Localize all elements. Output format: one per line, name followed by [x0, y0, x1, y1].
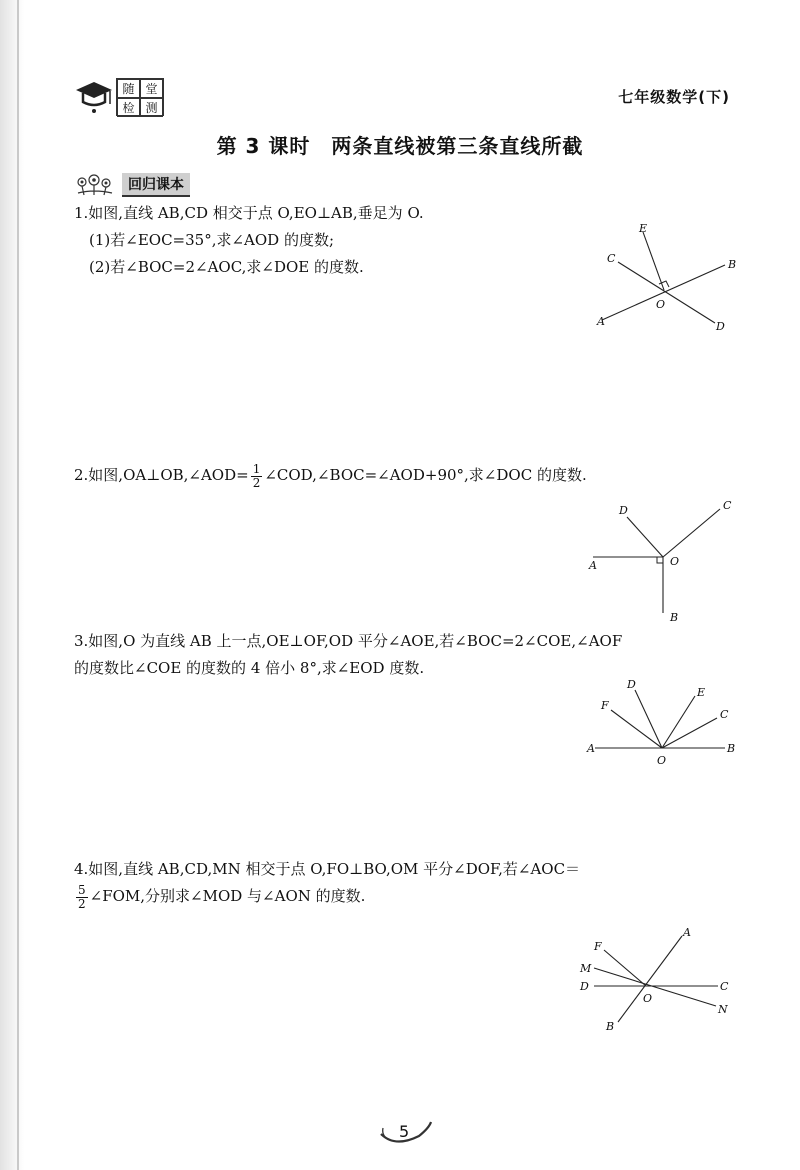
point-label-D: D: [580, 980, 589, 993]
point-label-D: D: [619, 504, 628, 517]
point-label-O: O: [656, 298, 666, 311]
problem-2-prefix: 2.如图,OA⊥OB,∠AOD=: [74, 466, 249, 484]
point-label-E: E: [697, 686, 706, 699]
fraction-numerator: 5: [78, 882, 86, 897]
page-number: 5: [399, 1122, 410, 1141]
point-label-C: C: [720, 980, 729, 993]
point-label-F: F: [594, 940, 602, 953]
figure-3: [575, 672, 750, 772]
problem-2-suffix: ∠COD,∠BOC=∠AOD+90°,求∠DOC 的度数.: [264, 466, 587, 484]
problem-1-part-1: (1)若∠EOC=35°,求∠AOD 的度数;: [89, 231, 335, 249]
point-label-N: N: [718, 1003, 728, 1016]
problem-2: [74, 462, 587, 490]
figure-1: [580, 220, 750, 350]
header-logo: [74, 78, 166, 116]
problem-4-line-1: 4.如图,直线 AB,CD,MN 相交于点 O,FO⊥BO,OM 平分∠DOF,若∠AOC＝: [74, 860, 581, 878]
figure-2: [575, 495, 750, 625]
point-label-O: O: [670, 555, 680, 568]
page-number-badge: [375, 1114, 435, 1148]
point-label-O: O: [657, 754, 667, 767]
problem-1-statement: 1.如图,直线 AB,CD 相交于点 O,EO⊥AB,垂足为 O.: [74, 204, 424, 222]
page-title: 第 3 课时 两条直线被第三条直线所截: [216, 134, 584, 158]
point-label-B: B: [727, 742, 736, 755]
point-label-C: C: [607, 252, 616, 265]
fraction-denominator: 2: [252, 475, 261, 490]
point-label-B: B: [670, 611, 679, 624]
logo-char: 堂: [140, 79, 163, 98]
logo-grid: [116, 78, 164, 116]
point-label-M: M: [580, 962, 592, 975]
point-label-D: D: [716, 320, 725, 333]
logo-char: 随: [117, 79, 140, 98]
problem-4-line-2: [74, 883, 580, 911]
problem-3-line-1: 3.如图,O 为直线 AB 上一点,OE⊥OF,OD 平分∠AOE,若∠BOC=2∠COE,∠AOF: [74, 632, 623, 650]
problem-2-statement: [74, 462, 587, 490]
point-label-O: O: [643, 992, 653, 1005]
page-edge-line: [17, 0, 19, 1170]
point-label-D: D: [627, 678, 636, 691]
point-label-A: A: [589, 559, 597, 572]
point-label-A: A: [587, 742, 595, 755]
fraction-one-half: [251, 463, 263, 490]
point-label-E: E: [639, 222, 648, 235]
problem-4-line-2-text: ∠FOM,分别求∠MOD 与∠AON 的度数.: [89, 887, 366, 905]
fraction-numerator: 1: [252, 461, 261, 476]
logo-char: 测: [140, 98, 163, 117]
point-label-F: F: [601, 699, 609, 712]
grade-subject-label: 七年级数学(下): [618, 88, 730, 106]
point-label-C: C: [723, 499, 732, 512]
problem-1: [74, 200, 424, 281]
point-label-B: B: [606, 1020, 615, 1033]
section-tag: [74, 172, 190, 198]
figure-4: [570, 920, 750, 1040]
point-label-A: A: [683, 926, 691, 939]
fraction-denominator: 2: [78, 896, 86, 911]
section-label: 回归课本: [122, 173, 190, 197]
flower-icon: [74, 173, 116, 197]
fraction-five-halves: [76, 884, 88, 911]
problem-4: [74, 856, 580, 911]
page-edge-shadow: [0, 0, 24, 1170]
graduation-cap-icon: [74, 78, 116, 116]
problem-1-part-2: (2)若∠BOC=2∠AOC,求∠DOE 的度数.: [89, 258, 364, 276]
problem-3: [74, 628, 622, 682]
point-label-C: C: [720, 708, 729, 721]
problem-3-line-2: 的度数比∠COE 的度数的 4 倍小 8°,求∠EOD 度数.: [74, 659, 425, 677]
point-label-B: B: [728, 258, 737, 271]
logo-char: 检: [117, 98, 140, 117]
point-label-A: A: [597, 315, 605, 328]
